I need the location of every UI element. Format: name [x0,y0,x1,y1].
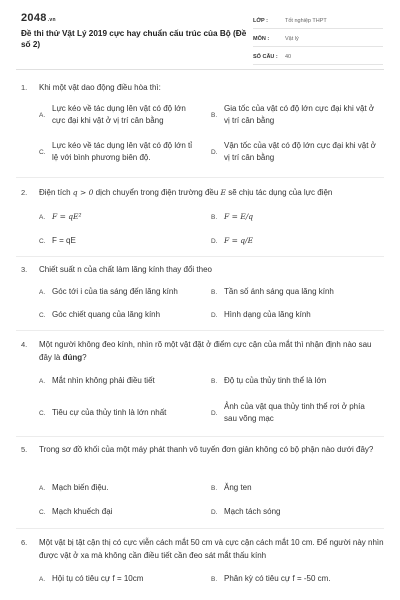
question-separator [16,177,384,178]
question-4 [0,337,400,437]
question-number: 6. [21,538,28,547]
option-letter: C. [39,148,46,156]
option-text: Góc tới i của tia sáng đến lăng kính [52,287,178,296]
option-c[interactable] [39,309,209,321]
option-letter: B. [211,288,218,296]
option-letter: A. [39,484,46,492]
question-number: 3. [21,265,28,274]
option-letter: C. [39,311,46,319]
option-letter: D. [211,409,218,417]
exam-title: Đề thi thử Vật Lý 2019 cực hay chuẩn cấu trúc của Bộ (Đề số 2) [21,29,247,49]
option-text: Mạch khuếch đại [52,507,113,516]
option-letter: A. [39,575,46,583]
option-b[interactable] [211,375,381,387]
option-text: Mắt nhìn không phải điều tiết [52,376,155,385]
question-1 [0,80,400,170]
question-2 [0,185,400,255]
option-text: Hình dạng của lăng kính [224,310,311,319]
question-separator [16,330,384,331]
question-text: Trong sơ đồ khối của một máy phát thanh vô tuyến đơn giản không có bộ phận nào dưới đây? [39,445,374,454]
option-letter: B. [211,575,218,583]
emphasis-text: đúng [62,353,83,362]
option-text: Lực kéo về tác dụng lên vật có độ lớn cực đại khi vật ở vị trí cân bằng [52,104,186,125]
meta-subject-value: Vật lý [285,36,299,42]
exam-meta [253,14,383,68]
question-separator [16,528,384,529]
option-a[interactable] [39,482,199,494]
option-text: Mạch tách sóng [224,507,281,516]
option-text: Độ tụ của thủy tinh thể là lớn [224,376,327,385]
field-vector: E [220,188,227,197]
question-text: Một vật bị tật cận thị có cực viễn cách mắt 50 cm và cực cận cách mắt 10 cm. Để người này nhìn được vật ở xa mà không cần điều tiết cần đeo sát mắt thấu kính [39,538,384,560]
option-text: F = q/E [224,236,254,245]
header-divider [16,69,384,70]
option-text: Mạch biến điệu. [52,483,109,492]
option-d[interactable] [211,309,381,321]
question-text-part: sẽ chịu tác dụng của lực điện [226,188,333,197]
meta-class-row [253,14,383,29]
logo-text: 2048 [21,12,47,24]
option-letter: B. [211,377,218,385]
option-a[interactable] [39,286,209,298]
question-text [39,186,384,199]
option-letter: A. [39,377,46,385]
option-letter: C. [39,237,46,245]
meta-subject-row [253,32,383,47]
option-c[interactable] [39,140,199,164]
option-text: Lực kéo về tác dụng lên vật có độ lớn tỉ lệ với bình phương biên độ. [52,141,193,162]
option-text: Ảnh của vật qua thủy tinh thể rơi ở phía sau võng mạc [224,402,365,423]
meta-count-label: SỐ CÂU : [253,54,278,60]
question-text-part: dịch chuyển trong điện trường đều [93,188,221,197]
question-text: Khi một vật dao động điều hòa thì: [39,83,161,92]
question-text [39,338,384,364]
question-text: Chiết suất n của chất làm lăng kính thay đổi theo [39,265,212,274]
option-a[interactable] [39,103,199,127]
option-letter: B. [211,213,218,221]
option-c[interactable] [39,235,199,247]
option-text: F = qE² [52,212,82,221]
option-letter: D. [211,237,218,245]
meta-count-row [253,50,383,65]
option-d[interactable] [211,140,381,164]
option-b[interactable] [211,286,381,298]
option-d[interactable] [211,506,371,518]
meta-subject-label: MÔN : [253,36,270,42]
option-b[interactable] [211,482,371,494]
option-text: F = E/q [224,212,254,221]
option-letter: A. [39,213,46,221]
option-text: Phân kỳ có tiêu cự f = -50 cm. [224,574,331,583]
option-text: F = qE [52,236,76,245]
option-a[interactable] [39,211,199,223]
site-logo[interactable] [21,12,56,24]
option-b[interactable] [211,211,371,223]
meta-count-value: 40 [285,54,292,60]
question-text-part: Điện tích [39,188,73,197]
option-letter: B. [211,484,218,492]
option-c[interactable] [39,506,199,518]
option-letter: D. [211,311,218,319]
question-number: 4. [21,340,28,349]
meta-class-label: LỚP : [253,18,268,24]
question-number: 1. [21,83,28,92]
question-3 [0,262,400,332]
question-5 [0,442,400,527]
question-number: 2. [21,188,28,197]
option-letter: A. [39,288,46,296]
option-letter: A. [39,111,46,119]
option-b[interactable] [211,573,381,585]
option-text: Góc chiết quang của lăng kính [52,310,161,319]
option-letter: B. [211,111,218,119]
option-d[interactable] [211,235,371,247]
option-text: Gia tốc của vật có độ lớn cực đại khi vật ở vị trí cân bằng [224,104,375,125]
charge-formula: q > 0 [72,188,94,197]
option-text: Tần số ánh sáng qua lăng kính [224,287,334,296]
question-6 [0,535,400,600]
question-text-part: ? [82,353,87,362]
option-d[interactable] [211,401,376,425]
option-text: Ăng ten [224,483,252,492]
question-separator [16,256,384,257]
logo-suffix: .vn [47,17,56,23]
option-letter: C. [39,409,46,417]
option-text: Hội tụ có tiêu cự f = 10cm [52,574,144,583]
question-number: 5. [21,445,28,454]
option-text: Vận tốc của vật có độ lớn cực đại khi vật ở vị trí cân bằng [224,141,376,162]
question-separator [16,436,384,437]
meta-class-value: Tốt nghiệp THPT [285,18,327,24]
option-b[interactable] [211,103,381,127]
question-text-part: Một người không đeo kính, nhìn rõ một vật đặt ở điểm cực cận của mắt thì nhận định nào sau đây là [39,340,372,362]
option-letter: C. [39,508,46,516]
option-letter: D. [211,148,218,156]
option-a[interactable] [39,375,209,387]
header [0,0,400,64]
option-text: Tiêu cự của thủy tinh là lớn nhất [52,408,167,417]
option-letter: D. [211,508,218,516]
option-c[interactable] [39,407,209,419]
option-a[interactable] [39,573,209,585]
